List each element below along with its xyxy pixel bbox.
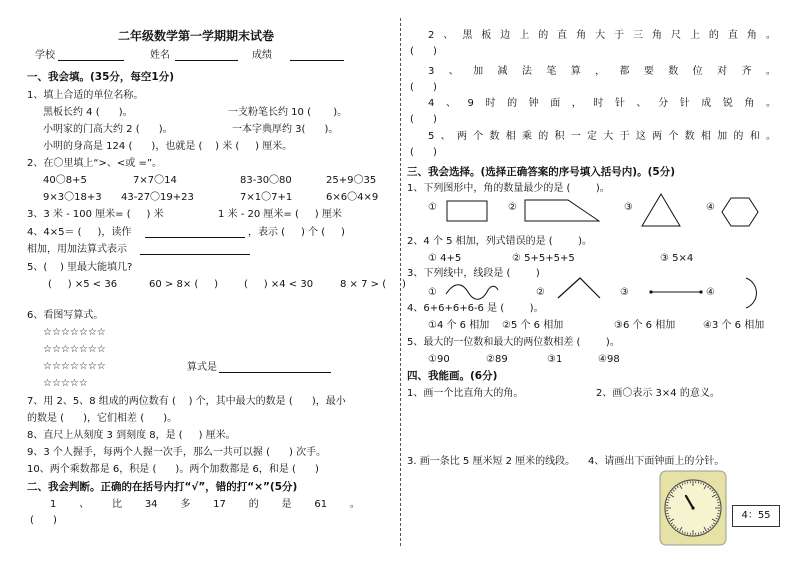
choice-3-text: 3、下列线中，线段是 ( ) bbox=[407, 268, 540, 279]
judge-5-char: 这 bbox=[635, 131, 646, 142]
judge-1-char: 。 bbox=[349, 499, 360, 510]
q4-sum-blank[interactable] bbox=[140, 244, 250, 255]
judge-5-char: 5 bbox=[428, 131, 435, 142]
q2-item: 43-27〇19+23 bbox=[121, 192, 194, 203]
judge-1-char: 比 bbox=[112, 499, 122, 510]
judge-3-char: 对 bbox=[717, 66, 728, 77]
triangle-shape bbox=[640, 192, 682, 228]
judge-5-char: 相 bbox=[700, 131, 711, 142]
q2-item: 7×1〇7+1 bbox=[240, 192, 293, 203]
judge-4-char: 角 bbox=[744, 98, 755, 109]
judge-2-char: 2 bbox=[428, 30, 435, 41]
judge-5-char: 的 bbox=[538, 131, 549, 142]
exam-title: 二年级数学第一学期期末试卷 bbox=[118, 29, 275, 43]
q3b-text: 1 米 - 20 厘米= ( ) 厘米 bbox=[218, 209, 342, 220]
q2-item: 6×6〇4×9 bbox=[326, 192, 379, 203]
q4c-text: 相加，用加法算式表示 bbox=[27, 244, 127, 255]
judge-4-row bbox=[428, 98, 776, 110]
q1b-text: 一支粉笔长约 10 ( )。 bbox=[228, 107, 348, 118]
q4b-text: ，表示 ( ) 个 ( ) bbox=[248, 227, 345, 238]
choice-4-option: ④3 个 6 相加 bbox=[703, 320, 765, 331]
option-3-mark: ③ bbox=[624, 202, 633, 213]
score-label: 成绩 bbox=[252, 50, 272, 61]
judge-2-char: 。 bbox=[765, 30, 776, 41]
school-field[interactable] bbox=[58, 50, 124, 61]
judge-5-char: 积 bbox=[554, 131, 565, 142]
q6-formula-label: 算式是 bbox=[187, 362, 217, 373]
judge-4-char: 分 bbox=[658, 98, 669, 109]
time-label: 4：55 bbox=[732, 505, 780, 527]
judge-2-char: 角 bbox=[746, 30, 757, 41]
judge-4-answer[interactable]: ( ) bbox=[410, 114, 437, 125]
q7a-text: 7、用 2、5、8 组成的两位数有 ( ) 个，其中最大的数是 ( )，最小 bbox=[27, 396, 346, 407]
section-4-title: 四、我能画。(6分) bbox=[407, 370, 498, 382]
q1c-text: 小明家的门高大约 2 ( )。 bbox=[43, 124, 173, 135]
judge-5-char: 数 bbox=[489, 131, 500, 142]
judge-3-char: 法 bbox=[521, 66, 532, 77]
choice-4-text: 4、6+6+6+6-6 是 ( )。 bbox=[407, 303, 544, 314]
judge-1-row bbox=[50, 499, 360, 511]
option-2-mark: ② bbox=[508, 202, 517, 213]
q1d-text: 一本字典厚约 3( )。 bbox=[232, 124, 339, 135]
judge-5-char: 两 bbox=[456, 131, 467, 142]
choice-5-option: ③1 bbox=[547, 354, 563, 365]
clock-icon bbox=[659, 470, 727, 546]
section-2-title: 二、我会判断。正确的在括号内打“√”，错的打“×”(5分) bbox=[27, 481, 298, 493]
name-field[interactable] bbox=[175, 50, 238, 61]
score-field[interactable] bbox=[290, 50, 344, 61]
star-row: ☆☆☆☆☆☆☆ bbox=[43, 361, 106, 372]
judge-3-char: ， bbox=[595, 66, 606, 77]
school-label: 学校 bbox=[35, 50, 55, 61]
draw-4-text: 4、请画出下面钟面上的分针。 bbox=[588, 456, 725, 467]
judge-2-char: 的 bbox=[538, 30, 549, 41]
judge-3-char: 要 bbox=[643, 66, 654, 77]
judge-1-char: 的 bbox=[248, 499, 259, 510]
judge-5-row bbox=[428, 131, 776, 143]
q1e-text: 小明的身高是 124 ( )，也就是 ( ) 米 ( ) 厘米。 bbox=[43, 141, 293, 152]
judge-4-char: 9 bbox=[467, 98, 474, 109]
option-3-mark: ③ bbox=[620, 287, 629, 298]
rectangle-shape bbox=[446, 200, 488, 222]
q4-read-blank[interactable] bbox=[145, 227, 245, 238]
judge-2-char: 板 bbox=[481, 30, 492, 41]
judge-2-char: 上 bbox=[689, 30, 700, 41]
judge-5-char: 加 bbox=[717, 131, 728, 142]
judge-4-char: 的 bbox=[507, 98, 518, 109]
section-3-title: 三、我会选择。(选择正确答案的序号填入括号内)。(5分) bbox=[407, 166, 676, 178]
judge-3-char: 3 bbox=[428, 66, 435, 77]
judge-2-char: 角 bbox=[576, 30, 587, 41]
q5-text: 5、( ) 里最大能填几? bbox=[27, 262, 133, 273]
q8-text: 8、直尺上从刻度 3 到刻度 8，是 ( ) 厘米。 bbox=[27, 430, 236, 441]
judge-5-char: 大 bbox=[603, 131, 614, 142]
name-label: 姓名 bbox=[150, 50, 170, 61]
judge-5-char: 一 bbox=[570, 131, 581, 142]
q2-item: 40〇8+5 bbox=[43, 175, 87, 186]
judge-5-char: 乘 bbox=[521, 131, 532, 142]
judge-5-char: 个 bbox=[668, 131, 679, 142]
draw-3-text: 3. 画一条比 5 厘米短 2 厘米的线段。 bbox=[407, 456, 576, 467]
judge-3-char: 笔 bbox=[546, 66, 557, 77]
judge-2-char: 尺 bbox=[670, 30, 681, 41]
choice-2-option: ③ 5×4 bbox=[660, 253, 694, 264]
judge-4-char: 时 bbox=[485, 98, 496, 109]
choice-2-option: ② 5+5+5+5 bbox=[512, 253, 575, 264]
q6-formula-blank[interactable] bbox=[219, 362, 331, 373]
judge-1-char: 多 bbox=[180, 499, 191, 510]
judge-2-char: 三 bbox=[633, 30, 644, 41]
q7b-text: 的数是 ( )，它们相差 ( )。 bbox=[27, 413, 178, 424]
judge-3-answer[interactable]: ( ) bbox=[410, 82, 437, 93]
judge-5-char: 和 bbox=[749, 131, 760, 142]
q5-item: ( ) ×4 < 30 bbox=[244, 279, 314, 290]
q2-item: 83-30〇80 bbox=[240, 175, 292, 186]
option-1-mark: ① bbox=[428, 287, 437, 298]
judge-5-char: 。 bbox=[765, 131, 776, 142]
judge-3-char: 齐 bbox=[741, 66, 752, 77]
judge-2-char: 大 bbox=[595, 30, 606, 41]
judge-3-char: 。 bbox=[765, 66, 776, 77]
judge-2-char: 上 bbox=[519, 30, 530, 41]
judge-4-char: 针 bbox=[679, 98, 690, 109]
judge-2-char: 黑 bbox=[462, 30, 473, 41]
judge-2-char: 、 bbox=[443, 30, 454, 41]
q2-item: 7×7〇14 bbox=[133, 175, 177, 186]
judge-5-char: 两 bbox=[652, 131, 663, 142]
judge-4-char: 。 bbox=[766, 98, 776, 109]
judge-5-answer[interactable]: ( ) bbox=[410, 147, 437, 158]
q1-text: 1、填上合适的单位名称。 bbox=[27, 90, 144, 101]
q5-item: 60 > 8× ( ) bbox=[149, 279, 219, 290]
hexagon-shape bbox=[721, 196, 759, 228]
column-divider bbox=[400, 18, 401, 546]
choice-2-text: 2、4 个 5 相加，列式错误的是 ( )。 bbox=[407, 236, 593, 247]
choice-4-option: ②5 个 6 相加 bbox=[502, 320, 564, 331]
q6-text: 6、看图写算式。 bbox=[27, 310, 104, 321]
judge-3-char: 都 bbox=[619, 66, 630, 77]
judge-4-char: 时 bbox=[593, 98, 604, 109]
judge-1-char: 是 bbox=[281, 499, 292, 510]
judge-4-char: ， bbox=[571, 98, 582, 109]
judge-1-answer[interactable]: ( ) bbox=[30, 515, 57, 526]
judge-1-char: 34 bbox=[144, 499, 158, 510]
judge-2-char: 角 bbox=[652, 30, 662, 41]
choice-4-option: ③6 个 6 相加 bbox=[614, 320, 676, 331]
judge-5-char: 、 bbox=[440, 131, 451, 142]
segment-shape bbox=[648, 288, 704, 296]
judge-2-char: 直 bbox=[557, 30, 568, 41]
judge-5-char: 于 bbox=[619, 131, 630, 142]
draw-2-text: 2、画〇表示 3×4 的意义。 bbox=[596, 388, 720, 399]
judge-2-char: 于 bbox=[614, 30, 625, 41]
q2-item: 25+9〇35 bbox=[326, 175, 377, 186]
judge-2-char: 直 bbox=[727, 30, 738, 41]
judge-5-char: 的 bbox=[733, 131, 744, 142]
judge-5-char: 相 bbox=[505, 131, 516, 142]
judge-3-char: 减 bbox=[497, 66, 508, 77]
judge-4-char: 钟 bbox=[528, 98, 539, 109]
judge-5-char: 个 bbox=[473, 131, 484, 142]
judge-4-char: 成 bbox=[701, 98, 712, 109]
q1a-text: 黑板长约 4 ( )。 bbox=[43, 107, 133, 118]
judge-1-char: 1 bbox=[50, 499, 57, 510]
judge-3-char: 算 bbox=[570, 66, 581, 77]
option-2-mark: ② bbox=[536, 287, 545, 298]
arc-shape bbox=[742, 276, 762, 310]
curve-line-shape bbox=[444, 280, 500, 304]
judge-4-char: 锐 bbox=[722, 98, 733, 109]
judge-2-row bbox=[428, 30, 776, 42]
judge-4-char: 、 bbox=[636, 98, 647, 109]
q3a-text: 3、3 米 - 100 厘米= ( ) 米 bbox=[27, 209, 164, 220]
q2-item: 9×3〇18+3 bbox=[43, 192, 102, 203]
judge-2-char: 边 bbox=[500, 30, 511, 41]
judge-4-char: 、 bbox=[445, 98, 456, 109]
judge-1-char: 17 bbox=[213, 499, 226, 510]
option-1-mark: ① bbox=[428, 202, 437, 213]
judge-3-row bbox=[428, 66, 776, 78]
judge-2-answer[interactable]: ( ) bbox=[410, 46, 437, 57]
judge-1-char: 61 bbox=[314, 499, 328, 510]
choice-2-option: ① 4+5 bbox=[428, 253, 462, 264]
star-row: ☆☆☆☆☆☆☆ bbox=[43, 344, 106, 355]
q9-text: 9、3 个人握手，每两个人握一次手，那么一共可以握 ( ) 次手。 bbox=[27, 447, 327, 458]
judge-3-char: 位 bbox=[692, 66, 703, 77]
judge-5-char: 数 bbox=[684, 131, 695, 142]
q4a-text: 4、4×5＝ ( )，读作 bbox=[27, 227, 132, 238]
judge-1-char: 、 bbox=[79, 499, 90, 510]
q10-text: 10、两个乘数都是 6，积是 ( )。两个加数都是 6，和是 ( ) bbox=[27, 464, 319, 475]
choice-5-option: ②89 bbox=[486, 354, 508, 365]
star-row: ☆☆☆☆☆☆☆ bbox=[43, 327, 106, 338]
judge-3-char: 、 bbox=[448, 66, 459, 77]
star-row: ☆☆☆☆☆ bbox=[43, 378, 88, 389]
q5-item: ( ) ×5 < 36 bbox=[48, 279, 118, 290]
draw-1-text: 1、画一个比直角大的角。 bbox=[407, 388, 524, 399]
judge-5-char: 定 bbox=[587, 131, 598, 142]
broken-line-shape bbox=[556, 276, 602, 300]
judge-3-char: 加 bbox=[473, 66, 484, 77]
choice-5-text: 5、最大的一位数和最大的两位数相差 ( )。 bbox=[407, 337, 620, 348]
trapezoid-shape bbox=[524, 198, 600, 222]
judge-2-char: 的 bbox=[708, 30, 719, 41]
section-1-title: 一、我会填。(35分，每空1分) bbox=[27, 71, 175, 83]
choice-5-option: ④98 bbox=[598, 354, 620, 365]
judge-4-char: 面 bbox=[550, 98, 561, 109]
choice-4-option: ①4 个 6 相加 bbox=[428, 320, 490, 331]
judge-3-char: 数 bbox=[668, 66, 679, 77]
option-4-mark: ④ bbox=[706, 202, 715, 213]
q5-item: 8 × 7 > ( ) bbox=[340, 279, 406, 290]
judge-4-char: 4 bbox=[428, 98, 435, 109]
judge-4-char: 针 bbox=[614, 98, 625, 109]
option-4-mark: ④ bbox=[706, 287, 715, 298]
choice-1-text: 1、下列图形中，角的数量最少的是 ( )。 bbox=[407, 183, 610, 194]
q2-text: 2、在〇里填上“>、<或 =”。 bbox=[27, 158, 163, 169]
choice-5-option: ①90 bbox=[428, 354, 450, 365]
